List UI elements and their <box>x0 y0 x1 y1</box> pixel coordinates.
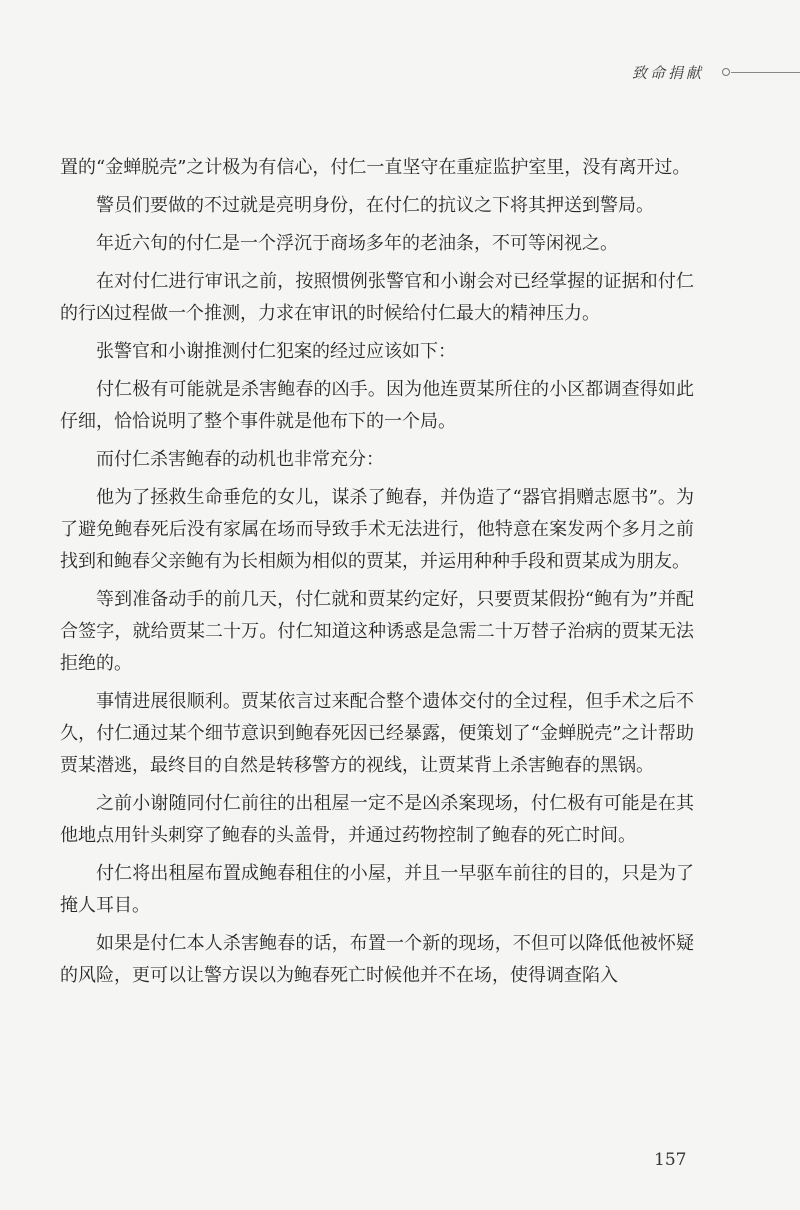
ornament-rule <box>731 72 800 73</box>
page-number: 157 <box>654 1150 687 1170</box>
paragraph: 等到准备动手的前几天，付仁就和贾某约定好，只要贾某假扮“鲍有为”并配合签字，就给贾某二十万。付仁知道这种诱惑是急需二十万替子治病的贾某无法拒绝的。 <box>60 589 694 674</box>
running-header-title: 致命捐献 <box>631 64 704 82</box>
paragraph: 年近六旬的付仁是一个浮沉于商场多年的老油条，不可等闲视之。 <box>96 233 618 254</box>
paragraph: 置的“金蝉脱壳”之计极为有信心，付仁一直坚守在重症监护室里，没有离开过。 <box>60 157 691 178</box>
paragraph: 在对付仁进行审讯之前，按照惯例张警官和小谢会对已经掌握的证据和付仁的行凶过程做一个推测，力求在审讯的时候给付仁最大的精神压力。 <box>60 271 694 324</box>
ornament-circle-icon <box>722 68 730 76</box>
paragraph: 警员们要做的不过就是亮明身份，在付仁的抗议之下将其押送到警局。 <box>96 195 654 216</box>
paragraph: 付仁极有可能就是杀害鲍春的凶手。因为他连贾某所住的小区都调查得如此仔细，恰恰说明了整个事件就是他布下的一个局。 <box>60 379 694 432</box>
page-body <box>60 152 694 998</box>
paragraph: 之前小谢随同付仁前往的出租屋一定不是凶杀案现场，付仁极有可能是在其他地点用针头刺穿了鲍春的头盖骨，并通过药物控制了鲍春的死亡时间。 <box>60 793 694 846</box>
paragraph: 而付仁杀害鲍春的动机也非常充分： <box>96 449 384 470</box>
paragraph: 事情进展很顺利。贾某依言过来配合整个遗体交付的全过程，但手术之后不久，付仁通过某个细节意识到鲍春死因已经暴露，便策划了“金蝉脱壳”之计帮助贾某潜逃，最终目的自然是转移警方的视线，让贾某背上杀害鲍春的黑锅。 <box>60 691 694 776</box>
header-ornament <box>722 68 800 78</box>
paragraph: 张警官和小谢推测付仁犯案的经过应该如下： <box>96 341 456 362</box>
paragraph: 他为了拯救生命垂危的女儿，谋杀了鲍春，并伪造了“器官捐赠志愿书”。为了避免鲍春死后没有家属在场而导致手术无法进行，他特意在案发两个多月之前找到和鲍春父亲鲍有为长相颇为相似的贾某，并运用种种手段和贾某成为朋友。 <box>60 487 694 572</box>
paragraph: 付仁将出租屋布置成鲍春租住的小屋，并且一早驱车前往的目的，只是为了掩人耳目。 <box>60 863 694 916</box>
paragraph: 如果是付仁本人杀害鲍春的话，布置一个新的现场，不但可以降低他被怀疑的风险，更可以让警方误以为鲍春死亡时候他并不在场，使得调查陷入 <box>60 933 694 986</box>
running-header <box>0 62 800 86</box>
